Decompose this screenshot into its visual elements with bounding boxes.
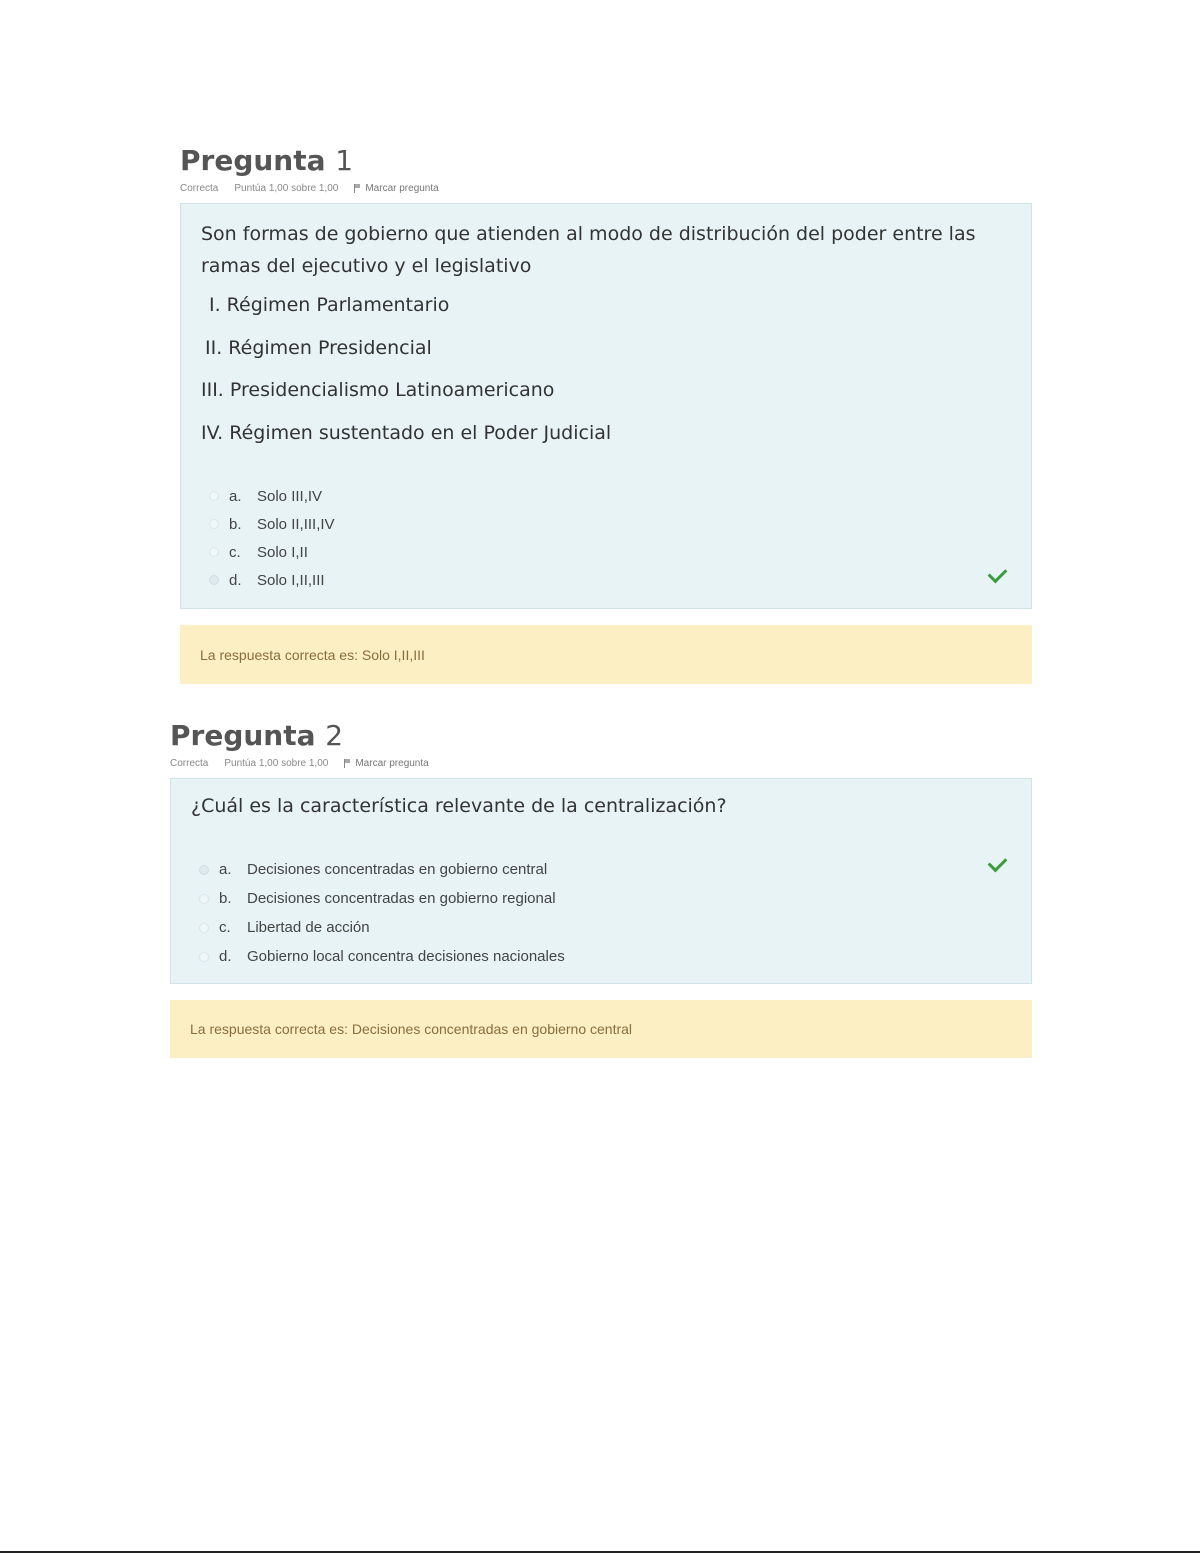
flag-icon: [344, 759, 351, 768]
question-2: [170, 720, 1032, 984]
radio-button[interactable]: [209, 547, 219, 557]
question-1-flag-button[interactable]: [354, 183, 438, 194]
radio-button[interactable]: [209, 519, 219, 529]
flag-icon: [354, 184, 361, 193]
check-icon: [988, 853, 1008, 873]
question-2-title-word: Pregunta: [170, 719, 316, 752]
option-letter: a.: [219, 861, 232, 878]
question-1-box: [180, 203, 1032, 609]
option-letter: b.: [229, 515, 242, 533]
question-2-text: ¿Cuál es la característica relevante de la centralización?: [191, 795, 727, 817]
question-1-status: Correcta: [180, 182, 219, 194]
question-2-flag-button[interactable]: [344, 758, 428, 769]
question-1-text: Son formas de gobierno que atienden al modo de distribución del poder entre las ramas del ejecutivo y el legislativo: [201, 223, 976, 277]
question-1-feedback: [180, 625, 1032, 684]
question-1-item-4: IV. Régimen sustentado en el Poder Judicial: [201, 422, 612, 444]
question-2-options: [199, 855, 565, 971]
question-1-score: Puntúa 1,00 sobre 1,00: [234, 182, 339, 194]
question-2-option-c[interactable]: [199, 913, 565, 942]
question-2-title-number: 2: [325, 719, 344, 752]
question-1-title: [180, 145, 1032, 177]
question-1-option-c[interactable]: [209, 538, 335, 566]
radio-button[interactable]: [209, 491, 219, 501]
option-letter: c.: [229, 543, 241, 561]
question-1-item-2: II. Régimen Presidencial: [205, 337, 432, 359]
option-letter: d.: [229, 571, 242, 589]
option-text: Solo I,II: [257, 543, 308, 561]
radio-button-selected[interactable]: [209, 575, 219, 585]
question-2-flag-label: Marcar pregunta: [355, 757, 429, 769]
question-1-feedback-text: La respuesta correcta es: Solo I,II,III: [200, 646, 425, 663]
option-letter: c.: [219, 919, 231, 936]
question-2-feedback: [170, 1000, 1032, 1058]
question-1-option-d[interactable]: [209, 566, 335, 594]
radio-button-selected[interactable]: [199, 865, 209, 875]
question-1-option-b[interactable]: [209, 510, 335, 538]
radio-button[interactable]: [199, 952, 209, 962]
question-1-option-a[interactable]: [209, 482, 335, 510]
question-1-item-3: III. Presidencialismo Latinoamericano: [201, 379, 555, 401]
question-1-item-1: I. Régimen Parlamentario: [209, 294, 450, 316]
question-2-status: Correcta: [170, 757, 209, 769]
question-2-box: [170, 778, 1032, 984]
option-text: Solo II,III,IV: [257, 515, 335, 533]
check-icon: [988, 564, 1008, 584]
option-text: Decisiones concentradas en gobierno regional: [247, 890, 556, 907]
question-2-feedback-text: La respuesta correcta es: Decisiones concentradas en gobierno central: [190, 1021, 633, 1037]
option-text: Decisiones concentradas en gobierno central: [247, 861, 548, 878]
question-2-meta: [170, 756, 1032, 770]
option-letter: d.: [219, 948, 232, 965]
question-1: [180, 145, 1032, 609]
question-1-flag-label: Marcar pregunta: [365, 182, 439, 194]
question-1-meta: [180, 181, 1032, 195]
question-2-score: Puntúa 1,00 sobre 1,00: [224, 757, 329, 769]
radio-button[interactable]: [199, 894, 209, 904]
option-text: Solo III,IV: [257, 487, 323, 505]
option-text: Gobierno local concentra decisiones nacionales: [247, 948, 565, 965]
question-1-title-number: 1: [335, 144, 354, 177]
question-2-option-a[interactable]: [199, 855, 565, 884]
question-2-option-b[interactable]: [199, 884, 565, 913]
radio-button[interactable]: [199, 923, 209, 933]
option-letter: b.: [219, 890, 232, 907]
question-2-option-d[interactable]: [199, 942, 565, 971]
question-1-options: [209, 482, 335, 594]
option-letter: a.: [229, 487, 242, 505]
question-1-title-word: Pregunta: [180, 144, 326, 177]
option-text: Libertad de acción: [247, 919, 370, 936]
option-text: Solo I,II,III: [257, 571, 325, 589]
question-2-title: [170, 720, 1032, 752]
